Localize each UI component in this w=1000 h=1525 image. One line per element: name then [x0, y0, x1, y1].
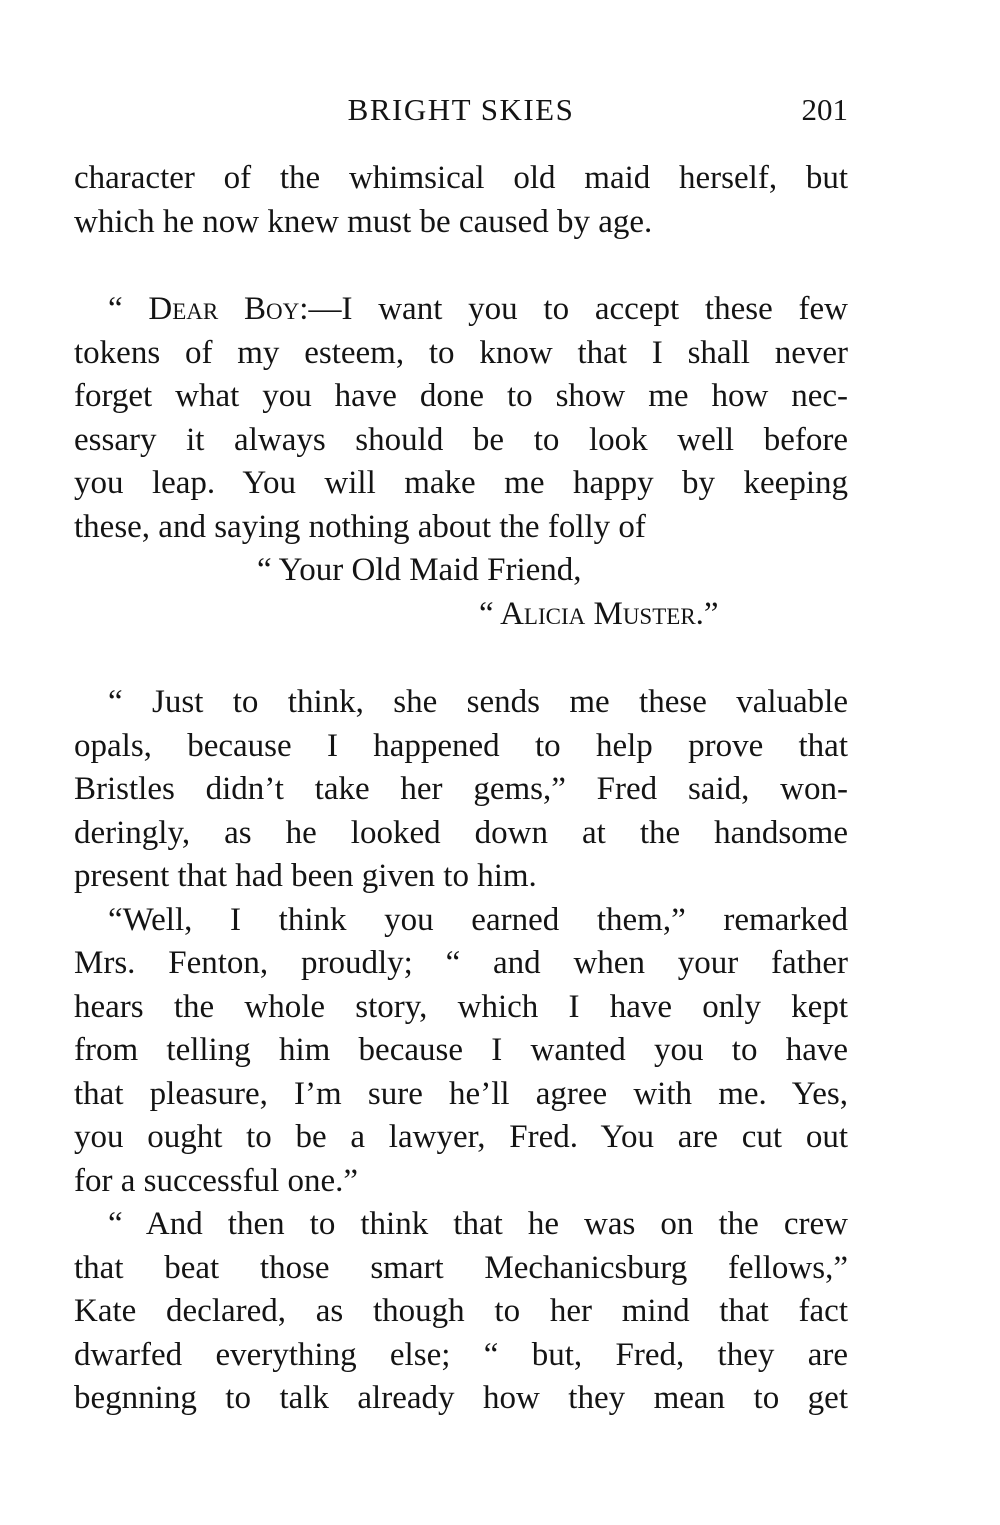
paragraph-2 [74, 681, 848, 899]
paragraph-spacer [74, 244, 848, 288]
letter-closing: “ Your Old Maid Friend, [257, 552, 582, 588]
text-line: character of the whimsical old maid herself, but [74, 160, 848, 196]
text-line: you ought to be a lawyer, Fred. You are cut out [74, 1119, 848, 1155]
text-line: hears the whole story, which I have only kept [74, 988, 848, 1025]
text-line: “ And then to think that he was on the crew [108, 1206, 848, 1242]
running-title: BRIGHT SKIES [347, 92, 575, 127]
text-line: Kate declared, as though to her mind that fact [74, 1293, 848, 1329]
page-header [74, 88, 848, 132]
text-line: opals, because I happened to help prove that [74, 727, 848, 764]
text-line: from telling him because I wanted you to have [74, 1032, 848, 1068]
text-line: tokens of my esteem, to know that I shall never [74, 334, 848, 371]
text-line: dwarfed everything else; “ but, Fred, they are [74, 1336, 848, 1373]
page-number: 201 [801, 92, 848, 127]
text-line: these, and saying nothing about the folly of [74, 508, 646, 545]
page-body [74, 157, 848, 1421]
text-line: “ Just to think, she sends me these valuable [108, 684, 848, 720]
letter [74, 288, 848, 636]
text-line: begnning to talk already how they mean to get [74, 1380, 848, 1416]
paragraph-1 [74, 157, 848, 244]
text-line: you leap. You will make me happy by keeping [74, 465, 848, 501]
text-line: deringly, as he looked down at the handsome [74, 814, 848, 851]
text-line: for a successful one.” [74, 1162, 359, 1199]
text-line: that pleasure, I’m sure he’ll agree with me. Yes, [74, 1075, 848, 1112]
text-line: forget what you have done to show me how nec- [74, 378, 848, 414]
paragraph-3 [74, 899, 848, 1204]
letter-salutation: “ Dear Boy [108, 291, 300, 327]
text-line: Mrs. Fenton, proudly; “ and when your father [74, 945, 848, 981]
paragraph-4 [74, 1203, 848, 1421]
letter-first-line [74, 288, 848, 332]
text-line: which he now knew must be caused by age. [74, 203, 653, 240]
paragraph-spacer [74, 636, 848, 681]
letter-first-text: :—I want you to accept these few [299, 291, 848, 327]
text-line: that beat those smart Mechanicsburg fellows,” [74, 1249, 848, 1286]
letter-signature: “ Alicia Muster.” [479, 595, 719, 632]
text-line: present that had been given to him. [74, 858, 537, 894]
text-line: Bristles didn’t take her gems,” Fred said, won- [74, 771, 848, 807]
text-line: essary it always should be to look well before [74, 421, 848, 458]
text-line: “Well, I think you earned them,” remarked [108, 901, 848, 938]
